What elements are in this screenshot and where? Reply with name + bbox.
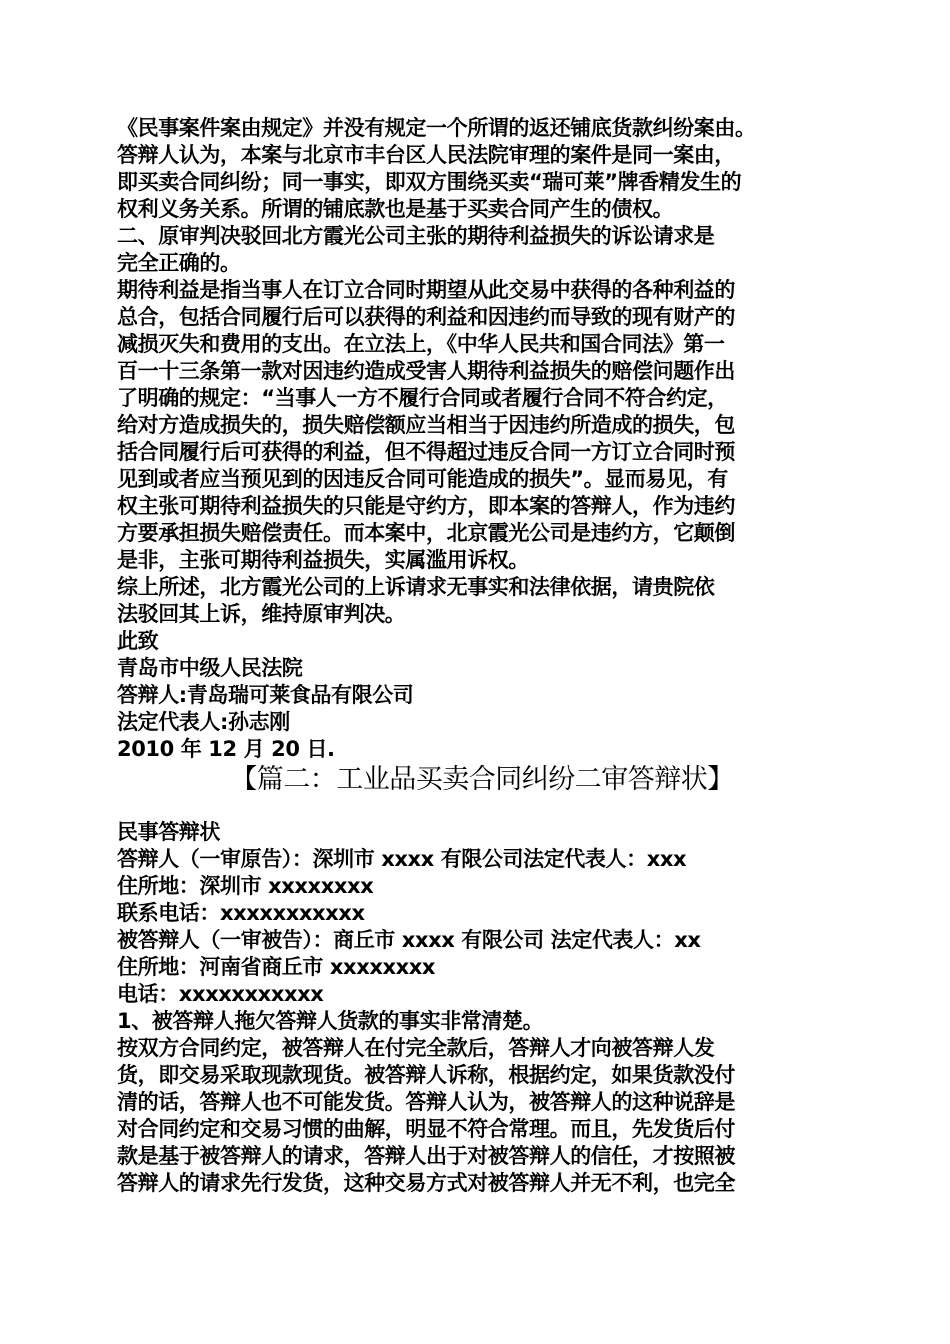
text-line: 法驳回其上诉，维持原审判决。	[117, 602, 406, 626]
text-line: 此致	[117, 629, 159, 653]
text-line: 答辩人:青岛瑞可莱食品有限公司	[117, 683, 414, 707]
text-line: 了明确的规定：“当事人一方不履行合同或者履行合同不符合约定，	[117, 386, 728, 410]
text-line: 见到或者应当预见到的因违反合同可能造成的损失”。显而易见，有	[117, 467, 728, 491]
text-line: 给对方造成损失的，损失赔偿额应当相当于因违约所造成的损失，包	[117, 413, 735, 437]
document-body	[117, 115, 847, 1197]
text-line: 权利义务关系。所谓的铺底款也是基于买卖合同产生的债权。	[117, 197, 674, 221]
text-line: 括合同履行后可获得的利益，但不得超过违反合同一方订立合同时预	[117, 440, 735, 464]
text-line: 民事答辩状	[117, 820, 220, 844]
text-line: 权主张可期待利益损失的只能是守约方，即本案的答辩人，作为违约	[117, 494, 735, 518]
text-line: 完全正确的。	[117, 251, 241, 275]
text-line: 法定代表人:孙志刚	[117, 710, 290, 734]
text-line: 减损灭失和费用的支出。在立法上，《中华人民共和国合同法》第一	[117, 332, 725, 356]
text-line: 青岛市中级人民法院	[117, 656, 303, 680]
text-line: 即买卖合同纠纷；同一事实，即双方围绕买卖“瑞可莱”牌香精发生的	[117, 170, 742, 194]
text-line: 期待利益是指当事人在订立合同时期望从此交易中获得的各种利益的	[117, 278, 735, 302]
text-line: 被答辩人（一审被告）：商丘市 xxxx 有限公司 法定代表人：xx	[117, 928, 701, 952]
text-line: 答辩人（一审原告）：深圳市 xxxx 有限公司法定代表人：xxx	[117, 847, 687, 871]
answer-part-one	[117, 115, 847, 763]
text-line: 答辩人认为，本案与北京市丰台区人民法院审理的案件是同一案由，	[117, 143, 735, 167]
text-line: 住所地：河南省商丘市 xxxxxxxx	[117, 955, 436, 979]
text-line: 方要承担损失赔偿责任。而本案中，北京霞光公司是违约方，它颠倒	[117, 521, 735, 545]
text-line: 答辩人的请求先行发货，这种交易方式对被答辩人并无不利，也完全	[117, 1171, 735, 1195]
text-line: 清的话，答辩人也不可能发货。答辩人认为，被答辩人的这种说辞是	[117, 1090, 735, 1114]
text-line: 电话：xxxxxxxxxxx	[117, 982, 324, 1006]
text-line: 货，即交易采取现款现货。被答辩人诉称，根据约定，如果货款没付	[117, 1063, 735, 1087]
text-line: 二、原审判决驳回北方霞光公司主张的期待利益损失的诉讼请求是	[117, 224, 715, 248]
text-line: 总合，包括合同履行后可以获得的利益和因违约而导致的现有财产的	[117, 305, 735, 329]
text-line: 是非，主张可期待利益损失，实属滥用诉权。	[117, 548, 529, 572]
text-line: 《民事案件案由规定》并没有规定一个所谓的返还铺底货款纠纷案由。	[117, 116, 756, 140]
section-title: 【篇二：工业品买卖合同纠纷二审答辩状】	[230, 764, 734, 795]
text-line: 款是基于被答辩人的请求，答辩人出于对被答辩人的信任，才按照被	[117, 1144, 735, 1168]
answer-part-two	[117, 819, 847, 1197]
text-line: 对合同约定和交易习惯的曲解，明显不符合常理。而且，先发货后付	[117, 1117, 735, 1141]
text-line: 1、被答辩人拖欠答辩人货款的事实非常清楚。	[117, 1009, 544, 1033]
text-line: 2010 年 12 月 20 日.	[117, 737, 335, 761]
text-line: 按双方合同约定，被答辩人在付完全款后，答辩人才向被答辩人发	[117, 1036, 715, 1060]
text-line: 综上所述，北方霞光公司的上诉请求无事实和法律依据，请贵院依	[117, 575, 715, 599]
text-line: 百一十三条第一款对因违约造成受害人期待利益损失的赔偿问题作出	[117, 359, 735, 383]
text-line: 联系电话：xxxxxxxxxxx	[117, 901, 365, 925]
text-line: 住所地：深圳市 xxxxxxxx	[117, 874, 374, 898]
